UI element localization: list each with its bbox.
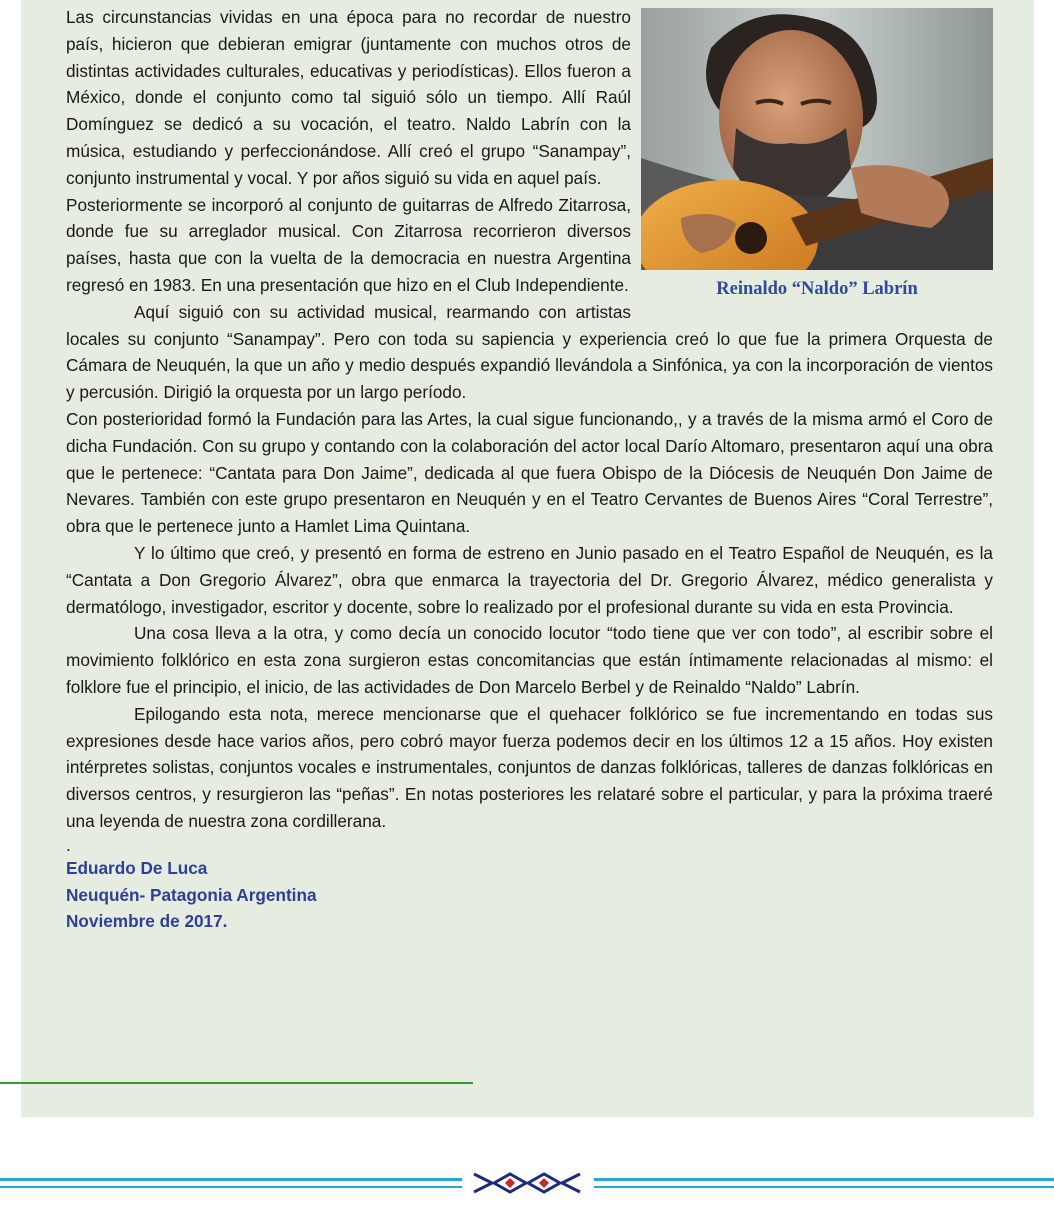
separator-dot: . (66, 834, 71, 855)
author-place: Neuquén- Patagonia Argentina (66, 884, 317, 905)
paragraph-7: Epilogando esta nota, merece mencionarse que el quehacer folklórico se fue incrementando en todas sus expresiones desde hace varios años, pero cobró mayor fuerza podemos decir en los últimos 12 a 15 años. Hoy existen intérpretes solistas, conjuntos vocales e instrumentales, conjuntos de danzas folklóricas, talleres de danzas folklóricas en diversos centros, y resurgieron las “peñas”. En notas posteriores les relataré sobre el particular, y para la próxima traeré una leyenda de nuestra zona cordillerana. (66, 703, 993, 831)
article-body (66, 4, 993, 935)
diamond-ornament-icon (472, 1170, 582, 1196)
article-date: Noviembre de 2017. (66, 911, 228, 932)
portrait-photo (641, 8, 993, 270)
paragraph-6: Una cosa lleva a la otra, y como decía un conocido locutor “todo tiene que ver con todo”, al escribir sobre el movimiento folklórico en esta zona surgieron estas concomitancias que están íntimamente relacionadas al mismo: el folklore fue el principio, el inicio, de las actividades de Don Marcelo Berbel y de Reinaldo “Naldo” Labrín. (66, 623, 993, 697)
footer-line-right-thin (594, 1186, 1054, 1188)
author-name: Eduardo De Luca (66, 857, 208, 878)
footer-line-right (594, 1178, 1054, 1181)
paragraph-1: Las circunstancias vividas en una época para no recordar de nuestro país, hicieron que debieran emigrar (juntamente con muchos otros de distintas actividades culturales, educativas y periodísticas). Ellos fueron a México, donde el conjunto como tal siguió sólo un tiempo. Allí Raúl Domínguez se dedicó a su vocación, el teatro. Naldo Labrín con la música, estudiando y perfeccionándose. Allí creó el grupo “Sanampay”, conjunto instrumental y vocal. Y por años siguió su vida en aquel país. (66, 7, 631, 188)
footer-line-left (0, 1178, 462, 1181)
photo-figure (641, 8, 993, 302)
paragraph-2: Posteriormente se incorporó al conjunto de guitarras de Alfredo Zitarrosa, donde fue su arreglador musical. Con Zitarrosa recorrieron diversos países, hasta que con la vuelta de la democracia en nuestra Argentina regresó en 1983. En una presentación que hizo en el Club Independiente. (66, 194, 631, 295)
footer-line-left-thin (0, 1186, 462, 1188)
photo-caption: Reinaldo “Naldo” Labrín (716, 279, 918, 299)
green-divider (0, 1082, 473, 1084)
paragraph-3: Aquí siguió con su actividad musical, rearmando con artistas locales su conjunto “Sanampay”. Pero con toda su sapiencia y experiencia creó lo que fue la primera Orquesta de Cámara de Neuquén, la que un año y medio después expandió llevándola a Sinfónica, ya con la incorporación de vientos y percusión. Dirigió la orquesta por un largo período. (66, 301, 993, 403)
paragraph-5: Y lo último que creó, y presentó en forma de estreno en Junio pasado en el Teatro Español de Neuquén, es la “Cantata a Don Gregorio Álvarez”, obra que enmarca la trayectoria del Dr. Gregorio Álvarez, médico generalista y dermatólogo, investigador, escritor y docente, sobre lo realizado por el profesional durante su vida en esta Provincia. (66, 542, 993, 617)
paragraph-4: Con posterioridad formó la Fundación para las Artes, la cual sigue funcionando,, y a través de la misma armó el Coro de dicha Fundación. Con su grupo y contando con la colaboración del actor local Darío Altomaro, presentaron aquí una obra que le pertenece: “Cantata para Don Jaime”, dedicada al que fuera Obispo de la Diócesis de Neuquén Don Jaime de Nevares. También con este grupo presentaron en Neuquén y en el Teatro Cervantes de Buenos Aires “Coral Terrestre”, obra que le pertenece junto a Hamlet Lima Quintana. (66, 408, 993, 537)
